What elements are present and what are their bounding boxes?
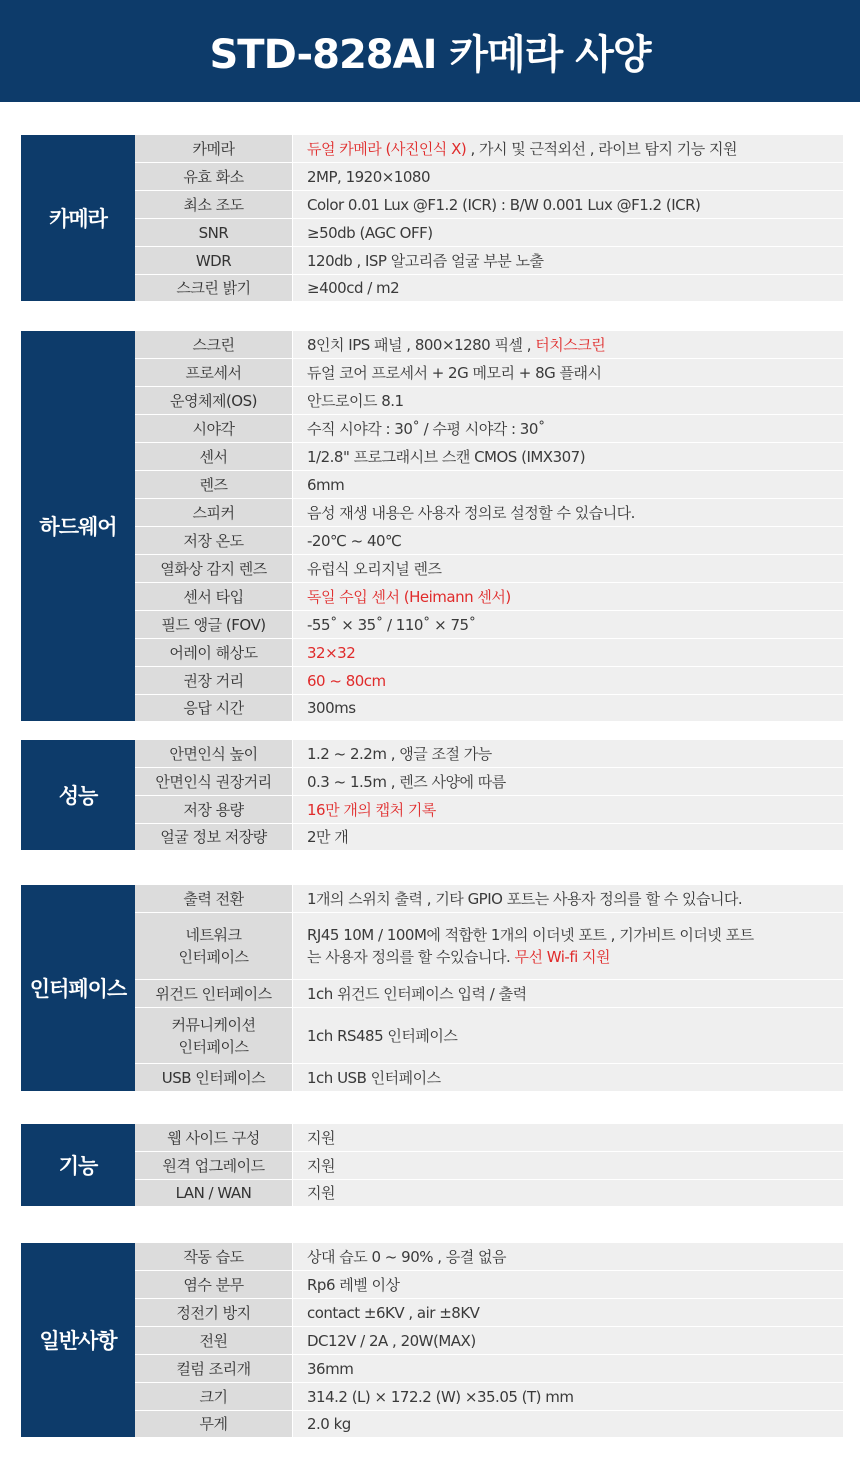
spec-value [292,740,843,767]
value-text: 1.2 ~ 2.2m , 앵글 조절 가능 [307,744,492,763]
spec-value [292,980,843,1007]
spec-value-text [307,1330,476,1352]
spec-value [292,611,843,638]
table-row [135,980,843,1008]
spec-label [135,1243,292,1270]
spec-value-text [307,642,355,664]
spec-value [292,1355,843,1382]
spec-label [135,824,292,850]
spec-value [292,555,843,582]
spec-label-text: 스피커 [192,503,235,522]
spec-label [135,1180,292,1206]
spec-value [292,499,843,526]
table-row [135,499,843,527]
value-text: , 가시 및 근적외선 , 라이브 탐지 기능 지원 [466,139,737,158]
table-row [135,359,843,387]
table-row [135,1411,843,1437]
spec-value [292,1124,843,1151]
table-row [135,1355,843,1383]
spec-label [135,331,292,358]
spec-label-text: 얼굴 정보 저장량 [160,828,267,846]
spec-value-text [307,1302,479,1324]
spec-value-text [307,1182,335,1204]
spec-label-text: 전원 [199,1331,228,1350]
table-row [135,1152,843,1180]
table-row [135,275,843,301]
spec-value [292,135,843,162]
spec-label-text: WDR [195,251,232,270]
spec-section [21,1243,843,1437]
spec-label-text: 출력 전환 [183,889,244,908]
spec-label [135,135,292,162]
table-row [135,1271,843,1299]
spec-label [135,639,292,666]
spec-label [135,1355,292,1382]
spec-value-text [307,474,344,496]
spec-value-text [307,222,433,244]
value-text: -20℃ ~ 40℃ [307,531,402,550]
spec-label [135,1271,292,1298]
spec-value [292,1008,843,1063]
spec-rows [135,1243,843,1437]
spec-label-text: 센서 타입 [183,587,244,606]
spec-value-text [307,826,348,848]
spec-label [135,611,292,638]
spec-value [292,331,843,358]
section-category: 기능 [21,1124,135,1206]
highlight-text: 독일 수입 센서 (Heimann 센서) [307,587,511,606]
spec-value-text [307,1067,441,1089]
value-text: DC12V / 2A , 20W(MAX) [307,1331,476,1350]
spec-value [292,275,843,301]
spec-value [292,885,843,912]
spec-section [21,331,843,721]
value-text: ≥50db (AGC OFF) [307,223,433,242]
spec-value [292,667,843,694]
spec-rows [135,740,843,850]
spec-value-text [307,530,401,552]
value-text: 유럽식 오리지널 렌즈 [307,559,442,578]
table-row [135,824,843,850]
spec-rows [135,1124,843,1206]
highlight-text: 듀얼 카메라 (사진인식 X) [307,139,467,158]
spec-value-text [307,983,527,1005]
table-row [135,387,843,415]
spec-value-text [307,697,356,719]
spec-rows [135,331,843,721]
spec-label [135,555,292,582]
spec-label-text: 염수 분무 [183,1275,244,1294]
spec-value [292,824,843,850]
table-row [135,471,843,499]
spec-value [292,1383,843,1410]
spec-label-text: 필드 앵글 (FOV) [161,615,266,634]
spec-value-text [307,1155,335,1177]
table-row [135,913,843,980]
spec-label-text: 크기 [199,1387,228,1406]
spec-label-text: 권장 거리 [183,671,244,690]
spec-label [135,1008,292,1063]
table-row [135,1327,843,1355]
spec-label-text: 운영체제(OS) [170,391,257,410]
spec-value [292,913,843,979]
value-text: -55˚ × 35˚ / 110˚ × 75˚ [307,615,476,634]
table-row [135,695,843,721]
spec-value-text [307,1025,457,1047]
spec-value [292,1411,843,1437]
value-text: 음성 재생 내용은 사용자 정의로 설정할 수 있습니다. [307,503,635,522]
value-text: RJ45 10M / 100M에 적합한 1개의 이더넷 포트 , 기가비트 이더넷 포트 는 사용자 정의를 할 수있습니다. [307,926,754,966]
table-row [135,219,843,247]
table-row [135,583,843,611]
highlight-text: 32×32 [307,643,356,662]
spec-label-text: 정전기 방지 [176,1303,251,1322]
spec-value-text [307,1386,574,1408]
spec-value-text [307,166,430,188]
page-header [0,0,860,102]
table-row [135,1180,843,1206]
spec-value [292,1271,843,1298]
value-text: 8인치 IPS 패널 , 800×1280 픽셀 , [307,335,536,354]
value-text: 6mm [307,475,345,494]
spec-value-text [307,138,737,160]
spec-label-text: USB 인터페이스 [161,1068,266,1087]
value-text: 2MP, 1920×1080 [307,167,430,186]
spec-label [135,387,292,414]
value-text: 1개의 스위치 출력 , 기타 GPIO 포트는 사용자 정의를 할 수 있습니다. [307,889,743,908]
value-text: Rp6 레벨 이상 [307,1275,400,1294]
spec-label [135,768,292,795]
spec-value [292,1064,843,1091]
spec-label-text: 무게 [199,1415,228,1433]
table-row [135,1064,843,1091]
spec-label [135,1064,292,1091]
spec-label [135,885,292,912]
spec-value-text [307,558,441,580]
spec-label-text: 작동 습도 [183,1247,244,1266]
spec-section [21,740,843,850]
value-text: 36mm [307,1359,354,1378]
spec-value [292,1299,843,1326]
spec-value [292,359,843,386]
highlight-text: 16만 개의 캡처 기록 [307,800,436,819]
spec-value [292,583,843,610]
spec-value-text [307,743,492,765]
value-text: 2.0 kg [307,1415,351,1433]
spec-label [135,359,292,386]
spec-label-text: 위건드 인터페이스 [155,984,272,1003]
table-row [135,885,843,913]
page-title: STD-828AI 카메라 사양 [209,31,651,78]
spec-label [135,980,292,1007]
spec-value-text [307,194,700,216]
table-row [135,1124,843,1152]
spec-label-text: 스크린 [192,335,235,354]
spec-label-text: 컬럼 조리개 [176,1359,251,1378]
spec-value-text [307,799,436,821]
spec-value [292,219,843,246]
spec-label-text: 웹 사이드 구성 [167,1128,260,1147]
spec-label [135,1152,292,1179]
spec-value-text [307,888,742,910]
spec-value-text [307,614,476,636]
spec-label-text: 응답 시간 [183,699,244,717]
value-text: 1ch 위건드 인터페이스 입력 / 출력 [307,984,527,1003]
spec-value-text [307,277,399,299]
spec-value [292,695,843,721]
value-text: ≥400cd / m2 [307,279,400,297]
spec-section [21,135,843,301]
spec-label-text: 최소 조도 [183,195,244,214]
spec-value [292,1243,843,1270]
spec-value [292,1327,843,1354]
spec-rows [135,885,843,1091]
spec-value-text [307,250,543,272]
table-row [135,1383,843,1411]
spec-label [135,695,292,721]
section-category: 인터페이스 [21,885,135,1091]
spec-value [292,1180,843,1206]
table-row [135,135,843,163]
spec-label-text: 안면인식 권장거리 [155,772,272,791]
value-text: contact ±6KV , air ±8KV [307,1303,480,1322]
spec-label-text: 렌즈 [199,475,228,494]
spec-value [292,387,843,414]
spec-value [292,527,843,554]
spec-label [135,471,292,498]
value-text: 1/2.8" 프로그래시브 스캔 CMOS (IMX307) [307,447,586,466]
value-text: 지원 [307,1184,335,1202]
spec-value-text [307,334,605,356]
spec-value [292,471,843,498]
spec-label [135,1411,292,1437]
spec-label [135,527,292,554]
spec-label [135,913,292,979]
value-text: 상대 습도 0 ~ 90% , 응결 없음 [307,1247,507,1266]
spec-label [135,1327,292,1354]
table-row [135,667,843,695]
table-row [135,191,843,219]
spec-label [135,247,292,274]
spec-label [135,415,292,442]
spec-value-text [307,362,601,384]
value-text: 지원 [307,1156,335,1175]
highlight-text: 60 ~ 80cm [307,671,386,690]
spec-value-text [307,1246,506,1268]
table-row [135,555,843,583]
table-row [135,247,843,275]
spec-label [135,443,292,470]
spec-value-text [307,771,506,793]
value-text: 120db , ISP 알고리즘 얼굴 부분 노출 [307,251,544,270]
spec-label [135,219,292,246]
table-row [135,415,843,443]
spec-label [135,191,292,218]
table-row [135,331,843,359]
spec-value-text [307,446,585,468]
spec-label-text: 저장 온도 [183,531,244,550]
spec-label [135,667,292,694]
table-row [135,639,843,667]
spec-value-text [307,390,404,412]
highlight-text: 무선 Wi-fi 지원 [514,948,611,966]
spec-value [292,1152,843,1179]
spec-value [292,639,843,666]
spec-value-text [307,1413,351,1435]
section-category: 성능 [21,740,135,850]
spec-label [135,1383,292,1410]
table-row [135,1008,843,1064]
value-text: 1ch RS485 인터페이스 [307,1026,458,1045]
spec-value-text [307,502,635,524]
spec-value-text [307,924,754,968]
value-text: 수직 시야각 : 30˚ / 수평 시야각 : 30˚ [307,419,545,438]
spec-value [292,768,843,795]
spec-label [135,1299,292,1326]
section-category: 하드웨어 [21,331,135,721]
spec-value [292,163,843,190]
spec-label [135,583,292,610]
table-row [135,611,843,639]
value-text: 안드로이드 8.1 [307,391,404,410]
spec-value [292,443,843,470]
spec-value [292,191,843,218]
spec-value-text [307,670,386,692]
spec-label [135,275,292,301]
value-text: 지원 [307,1128,335,1147]
spec-label-text: 원격 업그레이드 [162,1156,265,1175]
table-row [135,796,843,824]
spec-section [21,1124,843,1206]
spec-value [292,796,843,823]
spec-label-text: 유효 화소 [183,167,244,186]
table-row [135,1299,843,1327]
table-row [135,1243,843,1271]
spec-value-text [307,1274,399,1296]
spec-value [292,415,843,442]
spec-label [135,499,292,526]
spec-label-text: 시야각 [192,419,235,438]
spec-label-text: 어레이 해상도 [169,643,258,662]
spec-label [135,163,292,190]
spec-value-text [307,418,545,440]
spec-label-text: 스크린 밝기 [176,279,251,297]
spec-label-text: 카메라 [192,139,235,158]
spec-label-text: 센서 [199,447,228,466]
table-row [135,768,843,796]
value-text: Color 0.01 Lux @F1.2 (ICR) : B/W 0.001 Lux @F1.2 (ICR) [307,195,701,214]
section-category: 카메라 [21,135,135,301]
table-row [135,527,843,555]
spec-label-text: 안면인식 높이 [169,744,258,763]
table-row [135,163,843,191]
value-text: 314.2 (L) × 172.2 (W) ×35.05 (T) mm [307,1387,574,1406]
spec-label-text: LAN / WAN [175,1184,252,1202]
value-text: 1ch USB 인터페이스 [307,1068,441,1087]
table-row [135,740,843,768]
spec-value-text [307,1127,335,1149]
spec-value-text [307,1358,353,1380]
spec-value-text [307,586,511,608]
spec-label-text: 열화상 감지 렌즈 [160,559,267,578]
spec-value [292,247,843,274]
value-text: 듀얼 코어 프로세서 + 2G 메모리 + 8G 플래시 [307,363,602,382]
highlight-text: 터치스크린 [535,335,606,354]
spec-label [135,1124,292,1151]
spec-label-text: 프로세서 [185,363,242,382]
section-category: 일반사항 [21,1243,135,1437]
spec-label [135,740,292,767]
spec-label-text: 커뮤니케이션 인터페이스 [171,1015,256,1056]
spec-label [135,796,292,823]
value-text: 2만 개 [307,828,349,846]
spec-section [21,885,843,1091]
value-text: 0.3 ~ 1.5m , 렌즈 사양에 따름 [307,772,506,791]
spec-label-text: SNR [198,223,229,242]
table-row [135,443,843,471]
spec-rows [135,135,843,301]
spec-label-text: 네트워크 인터페이스 [178,926,249,966]
value-text: 300ms [307,699,356,717]
spec-label-text: 저장 용량 [183,800,244,819]
